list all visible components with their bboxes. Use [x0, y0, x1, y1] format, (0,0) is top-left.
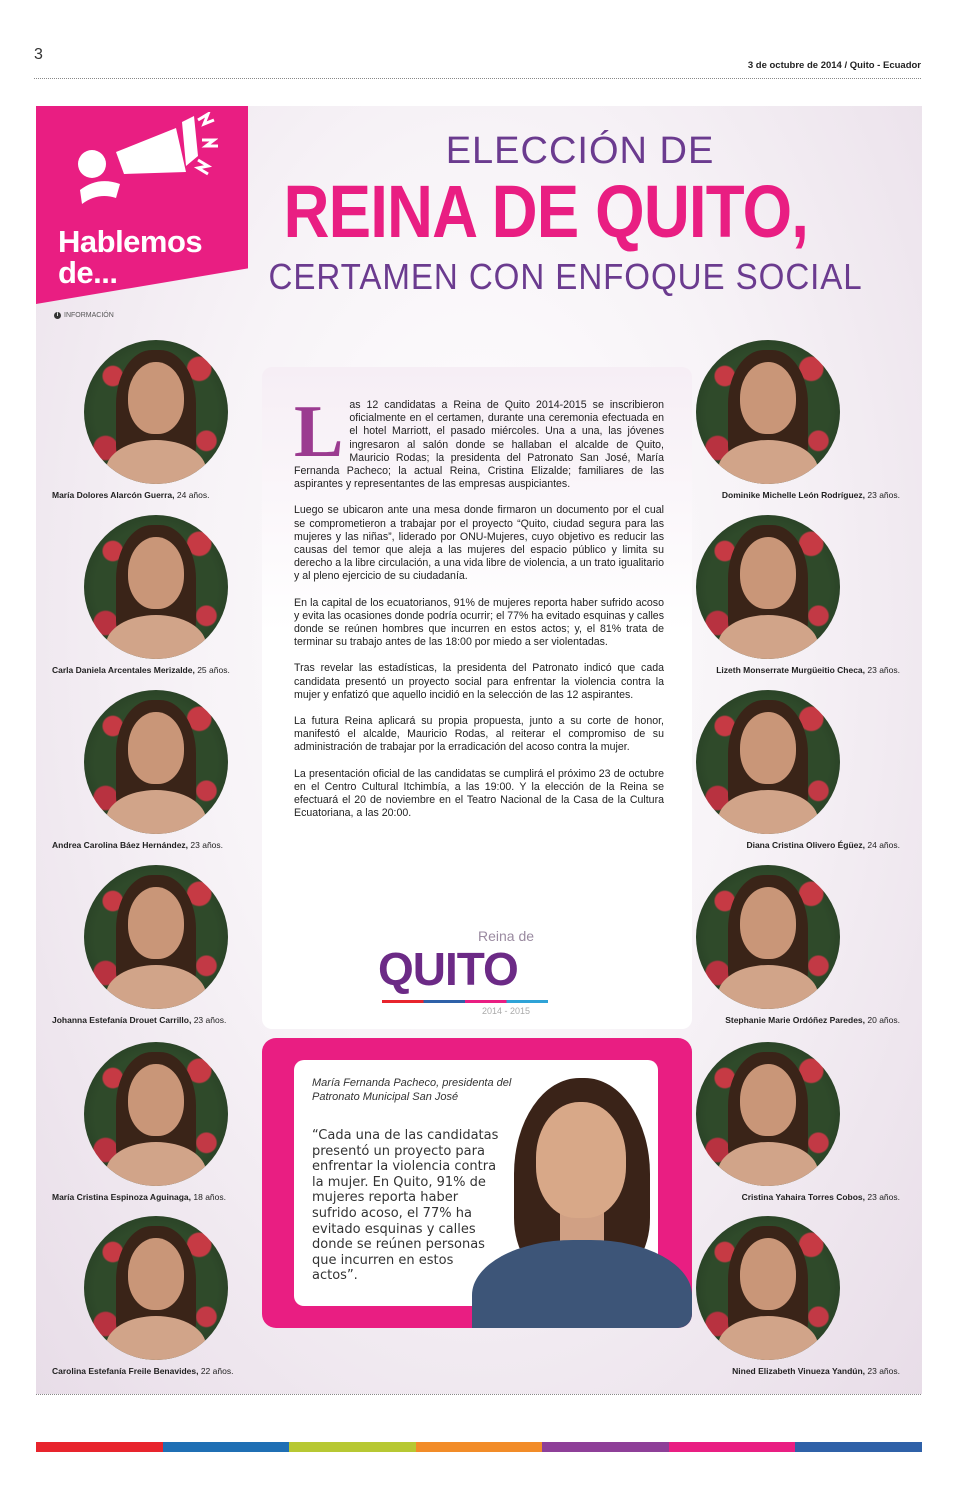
candidate-name: Diana Cristina Olivero Égüez,	[746, 840, 866, 850]
candidate-name: María Dolores Alarcón Guerra,	[52, 490, 175, 500]
candidate-name: Carla Daniela Arcentales Merizalde,	[52, 665, 195, 675]
bottom-divider	[36, 1394, 921, 1395]
reina-de-quito-logo	[378, 928, 550, 1024]
article-paragraph: Las 12 candidatas a Reina de Quito 2014-2015 se inscribieron oficialmente en el certamen, durante una ceremonia efectuada en el hotel Marriott, el pasado miércoles. Una a una, las jóvenes ingresaron al salón donde se hallaban el alcalde de Quito, Mauricio Rodas; la presidenta del Patronato San José, María Fernanda Pacheco; la actual Reina, Cristina Elizalde; familiares de las aspirantes y representantes de las empresas auspiciantes.	[294, 391, 664, 491]
stripe-segment	[795, 1442, 922, 1452]
candidate-caption	[52, 1366, 233, 1376]
dateline: 3 de octubre de 2014 / Quito - Ecuador	[747, 60, 921, 71]
article-body	[294, 391, 664, 833]
quote-attribution: María Fernanda Pacheco, presidenta del Patronato Municipal San José	[312, 1077, 512, 1103]
candidate-photo	[696, 340, 840, 484]
candidate-name: María Cristina Espinoza Aguinaga,	[52, 1192, 192, 1202]
candidate-photo	[696, 1216, 840, 1360]
info-icon: i	[54, 312, 61, 319]
candidate-caption	[722, 490, 900, 500]
candidate-age: 24 años.	[865, 840, 900, 850]
candidate-caption	[52, 1192, 226, 1202]
stripe-segment	[416, 1442, 543, 1452]
section-label-line1: Hablemos	[58, 224, 203, 259]
candidate-photo	[84, 690, 228, 834]
stripe-segment	[669, 1442, 796, 1452]
headline-main: REINA DE QUITO,	[283, 170, 809, 253]
candidate-age: 23 años.	[188, 840, 224, 850]
logo-years: 2014 - 2015	[482, 1006, 531, 1016]
stripe-segment	[36, 1442, 163, 1452]
candidate-age: 25 años.	[194, 665, 230, 675]
candidate-photo	[696, 1042, 840, 1186]
stripe-segment	[163, 1442, 290, 1452]
candidate-photo	[696, 690, 840, 834]
candidate-photo	[696, 515, 840, 659]
article-paragraph: La presentación oficial de las candidatas se cumplirá el próximo 23 de octubre en el Centro Cultural Itchimbía, a las 19:00. Y la elección de la Reina se efectuará el 20 de noviembre en el Teatro Nacional de la Casa de la Cultura Ecuatoriana, a las 20:00.	[294, 767, 664, 820]
quote-portrait	[472, 1074, 692, 1328]
logo-main-text: QUITO	[378, 943, 518, 995]
candidate-age: 23 años.	[191, 1015, 227, 1025]
candidate-caption	[52, 665, 230, 675]
article-paragraph: En la capital de los ecuatorianos, 91% de mujeres reporta haber sufrido acoso y evita las ocasiones donde podría ocurrir; el 77% ha evitado esquinas y calles donde se reúnen hombres que incurren en estos actos; y, el 81% trata de terminar su trabajo antes de las 18:00 por miedo a ser violentadas.	[294, 596, 664, 649]
candidate-caption	[725, 1015, 900, 1025]
candidate-photo	[696, 865, 840, 1009]
candidate-age: 23 años.	[865, 665, 900, 675]
article-paragraph: Luego se ubicaron ante una mesa donde firmaron un documento por el cual se comprometieron a trabajar por el proyecto “Quito, ciudad segura para las mujeres y las niñas”, liderado por ONU-Mujeres, cuyo objetivo es reducir las causas del temor que aleja a las mujeres del espacio público y limita su derecho a la libre circulación, a una vida libre de violencia, a un trato igualitario y al pleno ejercicio de su ciudadanía.	[294, 504, 664, 583]
candidate-age: 20 años.	[865, 1015, 900, 1025]
logo-color-bar	[382, 1000, 548, 1003]
candidate-name: Lizeth Monserrate Murgüeitio Checa,	[716, 665, 866, 675]
quote-text: “Cada una de las candidatas presentó un proyecto para enfrentar la violencia contra la mujer. En Quito, 91% de mujeres reporta haber sufrido acoso, el 77% ha evitado esquinas y calles donde se reúnen personas que incurren en estos actos”.	[312, 1128, 499, 1284]
info-label-text: INFORMACIÓN	[64, 312, 114, 319]
candidate-caption	[52, 490, 210, 500]
article-paragraph: La futura Reina aplicará su propia propuesta, junto a su corte de honor, manifestó el alcalde, Mauricio Rodas, al reiterar el compromiso de su administración de trabajar por la erradicación del acoso contra la mujer.	[294, 715, 664, 754]
megaphone-icon	[58, 112, 218, 232]
candidate-age: 23 años.	[865, 1366, 900, 1376]
page-number: 3	[34, 46, 43, 63]
candidate-name: Dominike Michelle León Rodríguez,	[721, 490, 866, 500]
logo-top-text: Reina de	[478, 928, 535, 944]
candidate-caption	[732, 1366, 900, 1376]
candidate-name: Carolina Estefanía Freile Benavides,	[52, 1366, 199, 1376]
candidate-photo	[84, 1216, 228, 1360]
candidate-caption	[716, 665, 900, 675]
candidate-age: 24 años.	[174, 490, 210, 500]
top-divider	[34, 78, 921, 79]
candidate-name: Stephanie Marie Ordóñez Paredes,	[725, 1015, 866, 1025]
candidate-photo	[84, 515, 228, 659]
candidate-age: 23 años.	[865, 490, 900, 500]
candidate-age: 23 años.	[865, 1192, 900, 1202]
candidate-age: 22 años.	[198, 1366, 234, 1376]
info-label	[54, 312, 114, 319]
headline-kicker: ELECCIÓN DE	[445, 130, 715, 172]
candidate-name: Johanna Estefanía Drouet Carrillo,	[52, 1015, 192, 1025]
candidate-photo	[84, 865, 228, 1009]
candidate-caption	[52, 1015, 226, 1025]
drop-cap: L	[294, 391, 344, 473]
color-stripe	[36, 1442, 922, 1452]
candidate-name: Cristina Yahaira Torres Cobos,	[741, 1192, 866, 1202]
section-label-line2: de...	[58, 255, 118, 290]
candidate-caption	[742, 1192, 900, 1202]
candidate-name: Nined Elizabeth Vinueza Yandún,	[732, 1366, 866, 1376]
article-paragraph: Tras revelar las estadísticas, la presidenta del Patronato indicó que cada candidata presentó un proyecto social para enfrentar la violencia contra la mujer y enfatizó que aquello incidió en la selección de las 12 aspirantes.	[294, 662, 664, 701]
candidate-age: 18 años.	[191, 1192, 227, 1202]
candidate-photo	[84, 1042, 228, 1186]
headline-subtitle: CERTAMEN CON ENFOQUE SOCIAL	[268, 256, 863, 297]
stripe-segment	[542, 1442, 669, 1452]
candidate-caption	[746, 840, 900, 850]
section-label	[58, 226, 202, 288]
stripe-segment	[289, 1442, 416, 1452]
candidate-name: Andrea Carolina Báez Hernández,	[52, 840, 189, 850]
candidate-photo	[84, 340, 228, 484]
candidate-caption	[52, 840, 223, 850]
